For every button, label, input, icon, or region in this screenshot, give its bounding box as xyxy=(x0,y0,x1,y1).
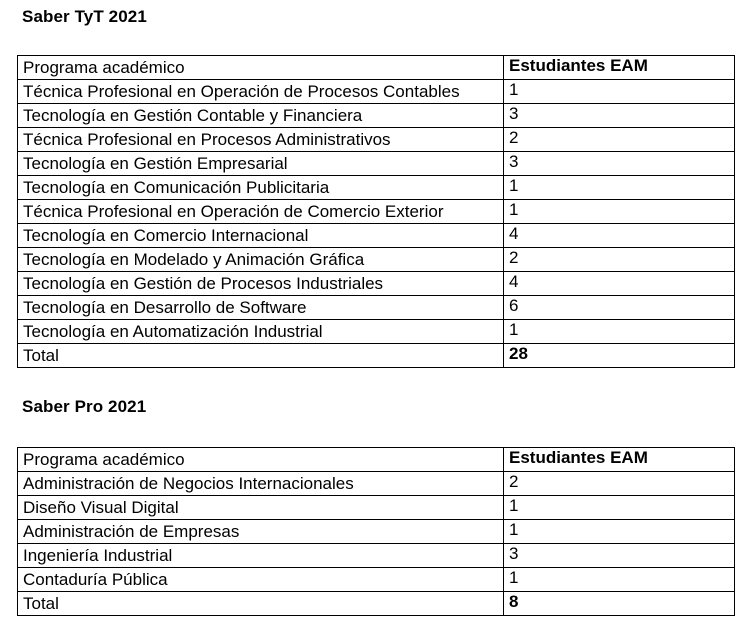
students-cell: 2 xyxy=(504,128,735,152)
table-row xyxy=(18,176,735,200)
students-cell: 1 xyxy=(504,320,735,344)
students-cell: 1 xyxy=(504,176,735,200)
table-row xyxy=(18,152,735,176)
program-cell: Administración de Negocios Internacionales xyxy=(18,472,504,496)
program-cell: Contaduría Pública xyxy=(18,568,504,592)
total-row xyxy=(18,344,735,368)
program-cell: Tecnología en Comercio Internacional xyxy=(18,224,504,248)
students-cell: 4 xyxy=(504,272,735,296)
header-students: Estudiantes EAM xyxy=(504,56,735,80)
students-cell: 2 xyxy=(504,472,735,496)
program-cell: Técnica Profesional en Procesos Administrativos xyxy=(18,128,504,152)
total-label: Total xyxy=(18,344,504,368)
saber-tyt-table xyxy=(17,55,735,368)
table-row xyxy=(18,224,735,248)
table-row xyxy=(18,200,735,224)
table-row xyxy=(18,296,735,320)
saber-tyt-title: Saber TyT 2021 xyxy=(22,7,147,26)
total-value: 28 xyxy=(504,344,735,368)
saber-pro-title: Saber Pro 2021 xyxy=(22,397,147,416)
header-program: Programa académico xyxy=(18,56,504,80)
program-cell: Tecnología en Desarrollo de Software xyxy=(18,296,504,320)
students-cell: 2 xyxy=(504,248,735,272)
table-row xyxy=(18,104,735,128)
program-cell: Tecnología en Modelado y Animación Gráfica xyxy=(18,248,504,272)
table-row xyxy=(18,248,735,272)
program-cell: Tecnología en Gestión Empresarial xyxy=(18,152,504,176)
saber-tyt-table-body xyxy=(18,56,735,368)
total-row xyxy=(18,592,735,616)
program-cell: Administración de Empresas xyxy=(18,520,504,544)
total-label: Total xyxy=(18,592,504,616)
program-cell: Tecnología en Gestión Contable y Financiera xyxy=(18,104,504,128)
saber-pro-table xyxy=(17,447,735,616)
table-header-row xyxy=(18,56,735,80)
table-row xyxy=(18,272,735,296)
header-students: Estudiantes EAM xyxy=(504,448,735,472)
table-row xyxy=(18,80,735,104)
program-cell: Tecnología en Gestión de Procesos Industriales xyxy=(18,272,504,296)
students-cell: 1 xyxy=(504,496,735,520)
program-cell: Técnica Profesional en Operación de Procesos Contables xyxy=(18,80,504,104)
program-cell: Diseño Visual Digital xyxy=(18,496,504,520)
table-row xyxy=(18,568,735,592)
students-cell: 3 xyxy=(504,152,735,176)
table-row xyxy=(18,128,735,152)
program-cell: Ingeniería Industrial xyxy=(18,544,504,568)
total-value: 8 xyxy=(504,592,735,616)
saber-pro-table-body xyxy=(18,448,735,616)
table-row xyxy=(18,472,735,496)
students-cell: 6 xyxy=(504,296,735,320)
students-cell: 3 xyxy=(504,104,735,128)
table-row xyxy=(18,496,735,520)
table-row xyxy=(18,544,735,568)
students-cell: 1 xyxy=(504,520,735,544)
table-row xyxy=(18,520,735,544)
students-cell: 1 xyxy=(504,568,735,592)
program-cell: Tecnología en Automatización Industrial xyxy=(18,320,504,344)
table-row xyxy=(18,320,735,344)
program-cell: Tecnología en Comunicación Publicitaria xyxy=(18,176,504,200)
students-cell: 1 xyxy=(504,80,735,104)
table-header-row xyxy=(18,448,735,472)
students-cell: 3 xyxy=(504,544,735,568)
students-cell: 1 xyxy=(504,200,735,224)
header-program: Programa académico xyxy=(18,448,504,472)
students-cell: 4 xyxy=(504,224,735,248)
program-cell: Técnica Profesional en Operación de Comercio Exterior xyxy=(18,200,504,224)
